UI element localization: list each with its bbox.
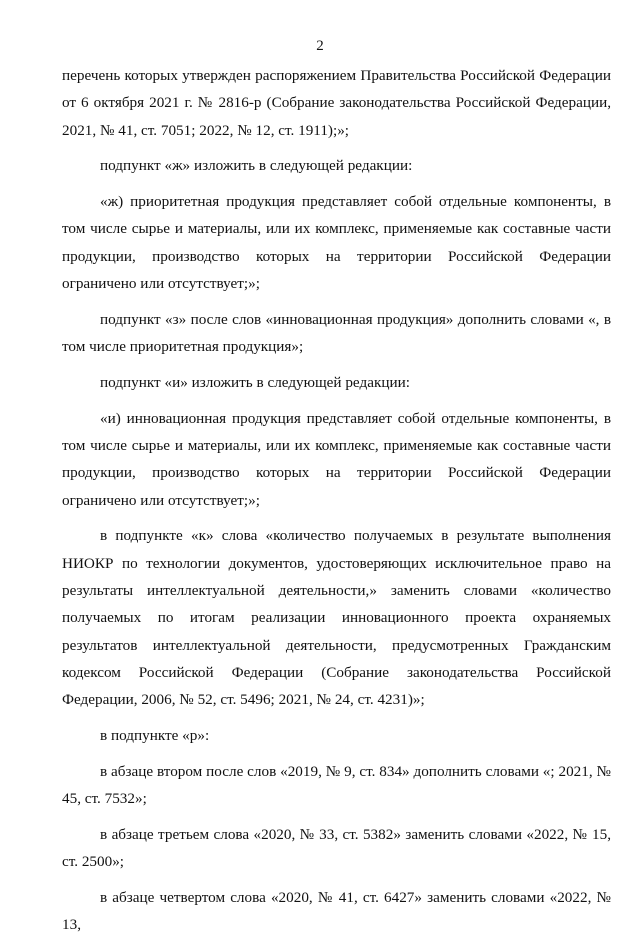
paragraph-subitem-z-instruction: подпункт «з» после слов «инновационная продукция» дополнить словами «, в том числе приоритетная продукция»; bbox=[62, 310, 611, 356]
paragraph-subitem-i-text: «и) инновационная продукция представляет собой отдельные компоненты, в том числе сырье и материалы, или их комплекс, применяемые как составные части продукции, производство которых на территории Российской Федерации ограничено или отсутствует;»; bbox=[62, 409, 611, 509]
paragraph-subitem-k-instruction: в подпункте «к» слова «количество получаемых в результате выполнения НИОКР по технологии документов, удостоверяющих исключительное право на результаты интеллектуальной деятельности,» заменить словами «количество получаемых по итогам реализации инновационного проекта охраняемых результатов интеллектуальной деятельности, предусмотренных Гражданским кодексом Российской Федерации (Собрание законодательства Российской Федерации, 2006, № 52, ст. 5496; 2021, № 24, ст. 4231)»; bbox=[62, 527, 611, 709]
paragraph-subitem-zh-text: «ж) приоритетная продукция представляет собой отдельные компоненты, в том числе сырье и материалы, или их комплекс, применяемые как составные части продукции, производство которых на территории Российской Федерации ограничено или отсутствует;»; bbox=[62, 193, 611, 293]
paragraph-subitem-i-instruction: подпункт «и» изложить в следующей редакции: bbox=[100, 373, 410, 391]
paragraph-subitem-r-heading: в подпункте «р»: bbox=[100, 727, 210, 745]
paragraph-subitem-r-third: в абзаце третьем слова «2020, № 33, ст. 5382» заменить словами «2022, № 15, ст. 2500»; bbox=[62, 825, 611, 871]
paragraph-subitem-zh-instruction: подпункт «ж» изложить в следующей редакции: bbox=[100, 157, 413, 175]
page-number: 2 bbox=[316, 38, 324, 54]
paragraph-subitem-r-second: в абзаце втором после слов «2019, № 9, ст. 834» дополнить словами «; 2021, № 45, ст. 7532»; bbox=[62, 762, 611, 808]
paragraph-subitem-r-fourth: в абзаце четвертом слова «2020, № 41, ст. 6427» заменить словами «2022, № 13, bbox=[62, 889, 611, 934]
document-body bbox=[62, 62, 611, 947]
paragraph-continuation: перечень которых утвержден распоряжением Правительства Российской Федерации от 6 октября 2021 г. № 2816-р (Собрание законодательства Российской Федерации, 2021, № 41, ст. 7051; 2022, № 12, ст. 1911);»; bbox=[62, 67, 611, 139]
